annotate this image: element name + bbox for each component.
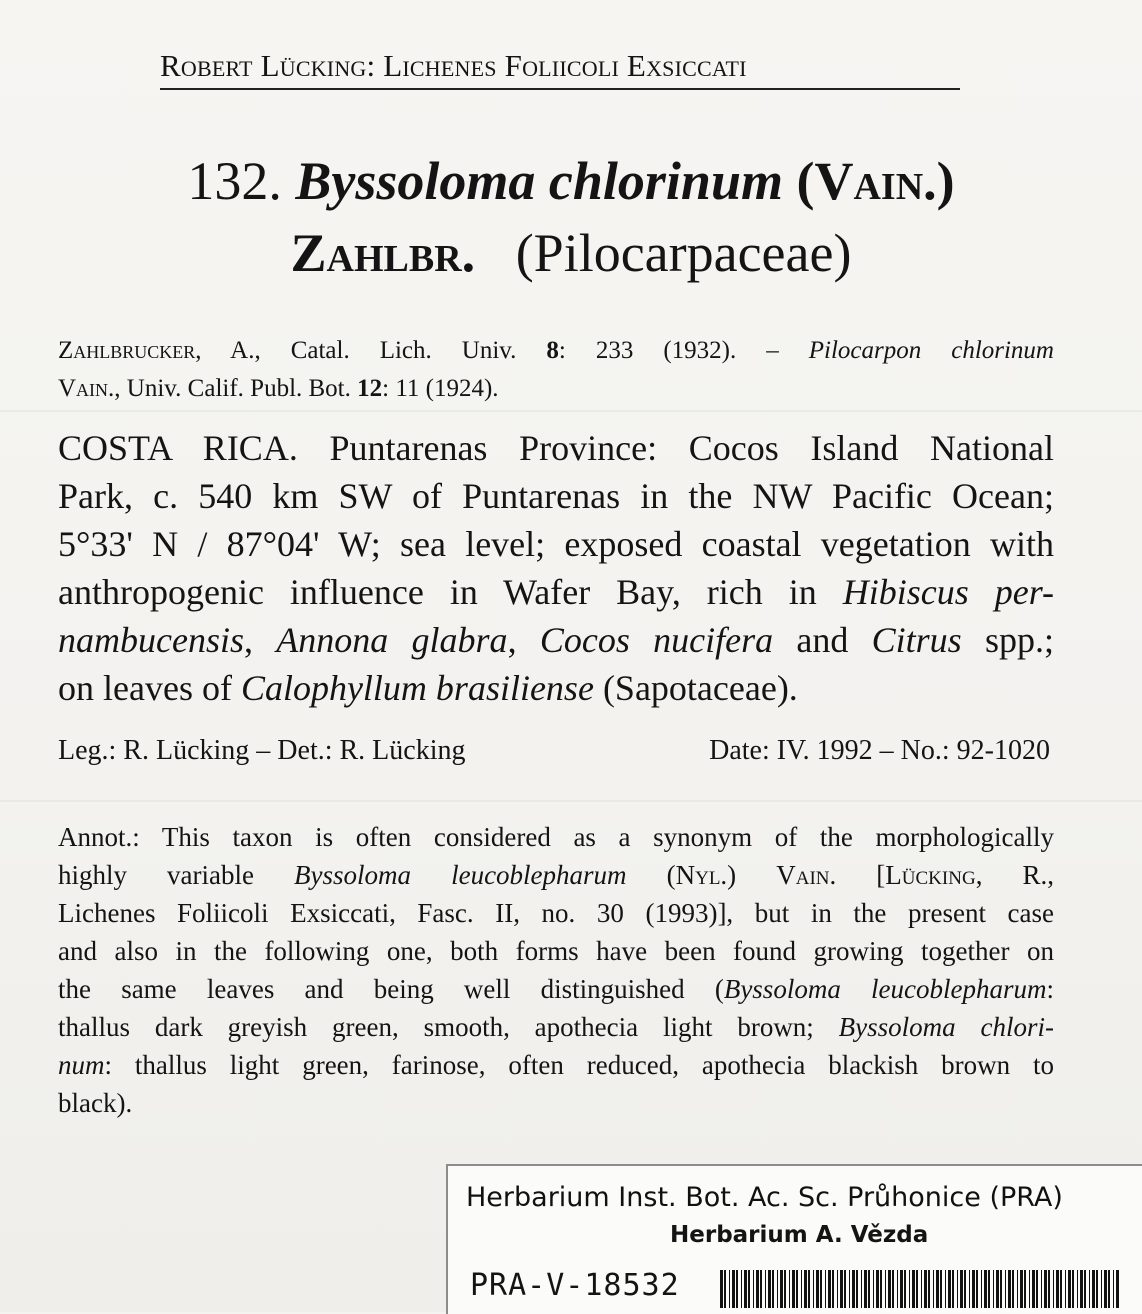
reference-volume: 8 [546, 337, 559, 364]
locality-line: Park, c. 540 km SW of Puntarenas in the NW Pacific Ocean; [58, 476, 1054, 516]
annotation-text: [ [836, 860, 886, 890]
reference-line [58, 370, 1054, 408]
taxon-title-line-1 [0, 150, 1142, 212]
annotation-line: Lichenes Foliicoli Exsiccati, Fasc. II, no. 30 (1993)], but in the present case [58, 898, 1054, 928]
plant-name: Hibiscus per- [842, 572, 1054, 612]
locality-line: 5°33' N / 87°04' W; sea level; exposed coastal vegetation with [58, 524, 1054, 564]
locality-text: and [773, 620, 872, 660]
plant-name: Annona glabra [276, 620, 508, 660]
herbarium-institution: Herbarium Inst. Bot. Ac. Sc. Průhonice (PRA) [466, 1182, 1063, 1213]
plant-name: nambucensis [58, 620, 244, 660]
annotation-text: : [1046, 974, 1055, 1004]
reference-text: : 233 (1932). – [558, 337, 809, 364]
locality-line [58, 616, 1054, 664]
plant-name: Cocos nucifera [539, 620, 774, 660]
reference-line [58, 332, 1054, 370]
reference-text: , A., Catal. Lich. Univ. [195, 337, 547, 364]
taxon-author: Zahlbr. [290, 223, 476, 283]
taxon-family: (Pilocarpaceae) [515, 223, 852, 283]
annotation-text: thallus dark greyish green, smooth, apothecia light brown; [58, 1012, 839, 1042]
exsiccata-number: 132. [187, 151, 282, 211]
taxon-name: Byssoloma chlorinum [295, 151, 783, 211]
basionym-author: (Vain.) [796, 151, 955, 211]
host-plant-name: Calophyllum brasiliense [240, 668, 594, 708]
herbarium-sticker [446, 1164, 1142, 1314]
annotation-line [58, 1046, 1054, 1084]
reference-text: : 11 (1924). [382, 375, 499, 402]
specimen-id: PRA-V-18532 [470, 1268, 680, 1303]
annotation-text: : thallus light green, farinose, often reduced, apothecia blackish brown to [104, 1050, 1054, 1080]
locality-line: COSTA RICA. Puntarenas Province: Cocos Island National [58, 428, 1054, 468]
series-title: Robert Lücking: Lichenes Foliicoli Exsiccati [160, 48, 960, 90]
annotation-text: ( [626, 860, 676, 890]
reference-author: Zahlbrucker [58, 337, 196, 364]
annotation-text: ) [727, 860, 777, 890]
author-name: Lücking [885, 860, 976, 890]
reference-volume: 12 [357, 375, 383, 402]
synonym-name: Pilocarpon chlorinum [808, 337, 1054, 364]
annotation-line [58, 856, 1054, 894]
taxon-name: Byssoloma leucoblepharum [723, 974, 1047, 1004]
author-name: Nyl. [675, 860, 728, 890]
locality-text: on leaves of [58, 668, 241, 708]
reference-author: Vain. [58, 375, 115, 402]
date-and-number: Date: IV. 1992 – No.: 92-1020 [709, 735, 1050, 766]
annotation-text: highly variable [58, 860, 295, 890]
locality-text: anthropogenic influence in Wafer Bay, rich in [58, 572, 843, 612]
plant-name: Citrus [871, 620, 962, 660]
locality-line [58, 664, 1054, 712]
taxon-name: num [58, 1050, 105, 1080]
barcode [720, 1270, 1120, 1308]
locality-text: , [507, 620, 540, 660]
taxon-name: Byssoloma leucoblepharum [294, 860, 627, 890]
collector-determiner: Leg.: R. Lücking – Det.: R. Lücking [58, 735, 466, 766]
herbarium-collection: Herbarium A. Vězda [670, 1222, 929, 1248]
annotation [58, 818, 1054, 1122]
annotation-text: the same leaves and being well distinguished ( [58, 974, 724, 1004]
locality-text: , [243, 620, 277, 660]
locality-text: spp.; [961, 620, 1054, 660]
annotation-line [58, 1008, 1054, 1046]
annotation-line [58, 970, 1054, 1008]
annotation-line: Annot.: This taxon is often considered as a synonym of the morphologically [58, 822, 1054, 852]
locality-line [58, 568, 1054, 616]
locality-text: (Sapotaceae). [593, 668, 798, 708]
annotation-line: and also in the following one, both forms have been found growing together on [58, 936, 1054, 966]
paper-fold [0, 410, 1142, 412]
taxon-title-line-2 [0, 222, 1142, 284]
locality-description [58, 424, 1054, 712]
author-name: Vain. [776, 860, 837, 890]
taxon-name: Byssoloma chlori- [838, 1012, 1054, 1042]
nomenclatural-reference [58, 332, 1054, 408]
reference-text: , Univ. Calif. Publ. Bot. [114, 375, 358, 402]
annotation-text: , R., [975, 860, 1054, 890]
annotation-line: black). [58, 1088, 133, 1118]
paper-fold [0, 800, 1142, 802]
